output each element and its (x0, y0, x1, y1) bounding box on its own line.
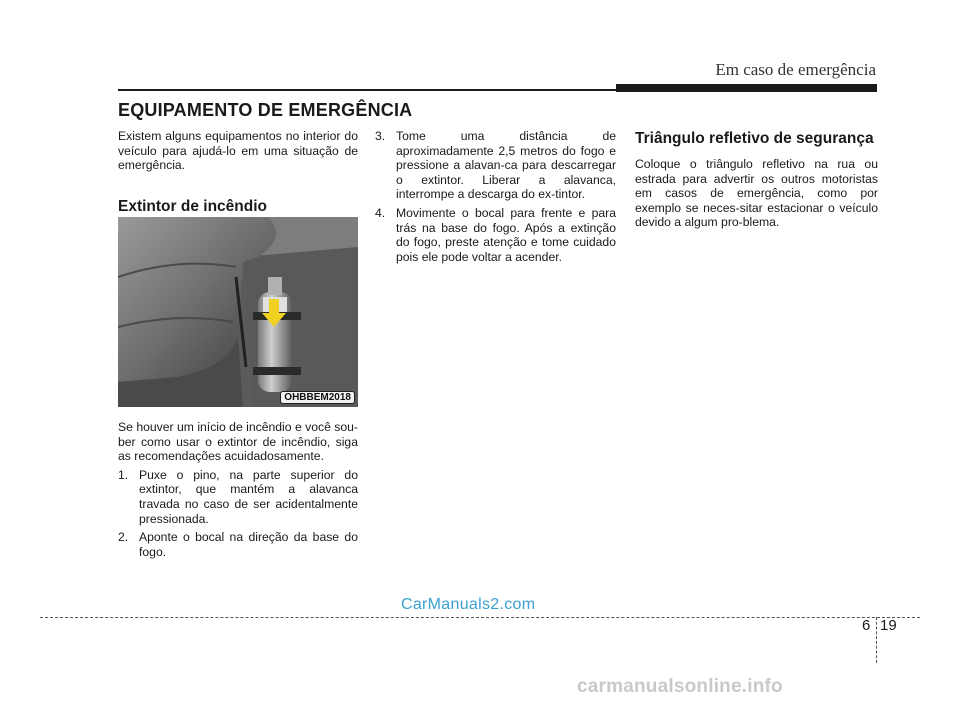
intro-paragraph: Existem alguns equipamentos no interior do veículo para ajudá-lo em uma situação de emergência. (118, 129, 358, 173)
triangle-paragraph: Coloque o triângulo refletivo na rua ou estrada para advertir os outros motoristas em casos de emergência, como por exemplo se neces-sitar estacionar o veículo devido a algum pro-blema. (635, 157, 878, 230)
steps-list-right (375, 129, 616, 264)
footer-site-link[interactable]: carmanualsonline.info (577, 676, 783, 697)
image-code-label: OHBBEM2018 (280, 391, 355, 404)
steps-list-left (118, 468, 358, 560)
page-number: 19 (880, 617, 897, 634)
page-title: EQUIPAMENTO DE EMERGÊNCIA (118, 100, 413, 120)
step-item: 3. Tome uma distância de aproximadamente 2,5 metros do fogo e pressione a alavan-ca para descarregar o extintor. Liberar a alavanca, interrompe a descarga do ex-tintor. (375, 129, 616, 202)
header-rule-thick (616, 84, 877, 92)
extinguisher-heading: Extintor de incêndio (118, 197, 267, 215)
extinguisher-photo (118, 217, 358, 407)
extinguisher-text (118, 420, 358, 563)
step-item: 4. Movimente o bocal para frente e para trás na base do fogo. Após a extinção do fogo, preste atenção e tome cuidado pois ele pode voltar a acender. (375, 205, 616, 264)
extinguisher-paragraph: Se houver um início de incêndio e você sou-ber como usar o extintor de incêndio, siga as recomendações acuidadosamente. (118, 420, 358, 464)
watermark-link[interactable]: CarManuals2.com (401, 596, 536, 613)
step-item: 1. Puxe o pino, na parte superior do extintor, que mantém a alavanca travada no caso de ser acidentalmente pressionada. (118, 467, 358, 526)
chapter-number: 6 (862, 617, 871, 634)
footer-rule (40, 617, 920, 618)
footer-rule-vertical (876, 617, 877, 663)
column-right (635, 129, 878, 234)
column-middle (375, 129, 616, 268)
extinguisher-illustration (118, 217, 358, 407)
step-item: 2. Aponte o bocal na direção da base do fogo. (118, 530, 358, 559)
section-header: Em caso de emergência (715, 60, 876, 79)
header-rule (118, 89, 616, 91)
triangle-heading: Triângulo refletivo de segurança (635, 130, 874, 147)
column-left (118, 129, 358, 216)
